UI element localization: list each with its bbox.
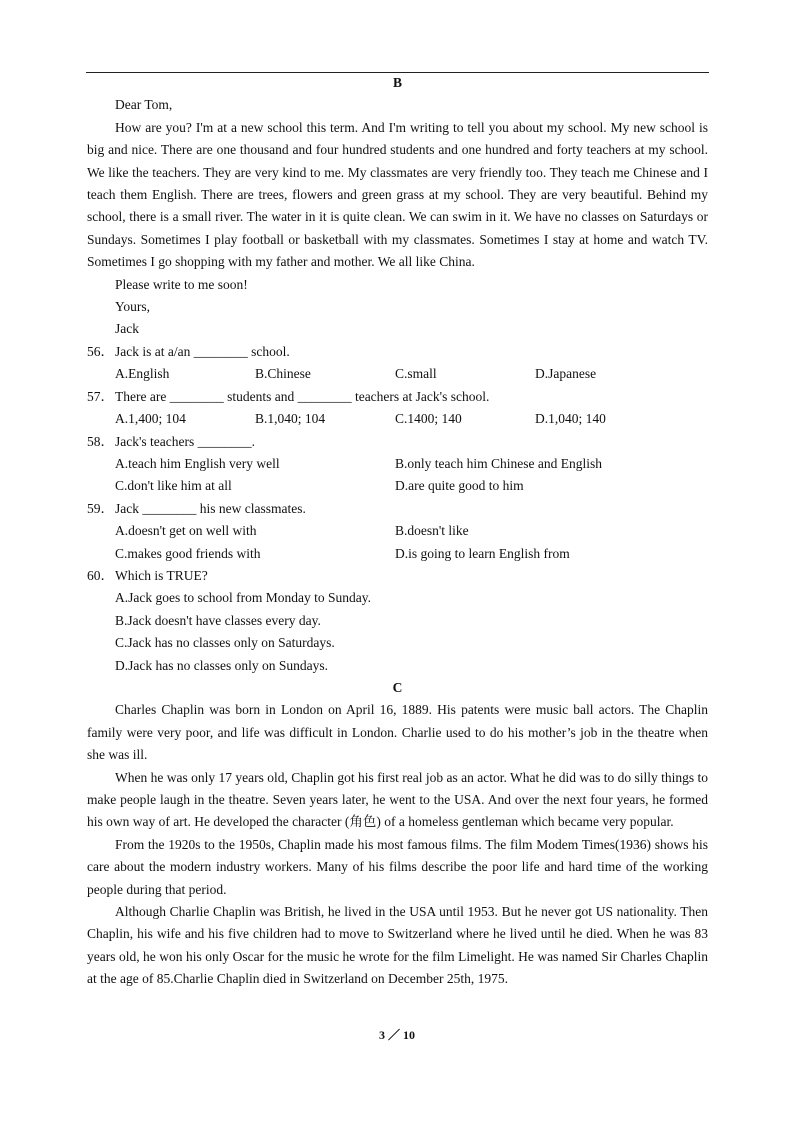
option-b: B.doesn't like [395,523,469,539]
option-a: A.English [115,366,170,382]
option-d: D.are quite good to him [395,478,524,494]
question-56 [87,341,708,386]
question-57 [87,386,708,431]
letter-signature: Jack [115,321,139,337]
option-b: B.1,040; 104 [255,411,326,427]
option-c: C.don't like him at all [115,478,232,494]
option-c: C.makes good friends with [115,545,261,561]
option-a: A.Jack goes to school from Monday to Sunday. [115,590,371,606]
letter-greeting: Dear Tom, [115,97,173,113]
option-d: D.is going to learn English from [395,545,570,561]
question-number: 57． [87,388,114,404]
question-number: 58． [87,433,114,449]
passage-paragraph: Although Charlie Chaplin was British, he lived in the USA until 1953. But he never got US nationality. Then Chaplin, his wife and his five children had to move to Switzerland where he lived until he died. When he was 83 years old, he won his only Oscar for the music he wrote for the film Limelight. He was named Sir Charles Chaplin at the age of 85.Charlie Chaplin died in Switzerland on December 25th, 1975. [87,904,708,987]
option-a: A.1,400; 104 [115,411,186,427]
option-a: A.doesn't get on well with [115,523,257,539]
question-60 [87,565,708,677]
option-b: B.Chinese [255,366,311,382]
passage-paragraph: Charles Chaplin was born in London on April 16, 1889. His patents were music ball actors. The Chaplin family were very poor, and life was difficult in London. Charlie used to do his mother’s job in the theatre when she was ill. [87,702,708,763]
section-c-heading: C [392,679,403,695]
question-stem: Which is TRUE? [115,567,208,583]
letter-sign-off: Yours, [115,299,151,315]
question-stem: Jack is at a/an ________ school. [115,343,290,359]
letter-body: How are you? I'm at a new school this term. And I'm writing to tell you about my school. My new school is big and nice. There are one thousand and four hundred students and one hundred and forty teachers at my school. We like the teachers. They are very kind to me. My classmates are very friendly too. They teach me Chinese and I teach them English. There are trees, flowers and green grass at my school. They are very beautiful. Behind my school, there is a small river. The water in it is quite clean. We can swim in it. We have no classes on Saturdays or Sundays. Sometimes I play football or basketball with my classmates. Sometimes I stay at home and watch TV. Sometimes I go shopping with my father and mother. We all like China. [87,119,708,270]
question-number: 60． [87,567,114,583]
option-d: D.Japanese [535,366,597,382]
content-area [87,72,708,991]
question-stem: Jack's teachers ________. [115,433,256,449]
passage-paragraph: From the 1920s to the 1950s, Chaplin made his most famous films. The film Modem Times(1936) shows his care about the modern industry workers. Many of his films describe the poor life and hard time of the working people during that period. [87,836,708,897]
section-b-heading: B [392,75,402,90]
question-stem: Jack ________ his new classmates. [115,500,306,516]
passage-paragraph: When he was only 17 years old, Chaplin got his first real job as an actor. What he did was to do silly things to make people laugh in the theatre. Seven years later, he went to the USA. And over the next four years, he formed his own way of art. He developed the character (角色) of a homeless gentleman which became very popular. [87,769,708,830]
option-d: D.1,040; 140 [535,411,606,427]
option-d: D.Jack has no classes only on Sundays. [115,657,328,673]
question-59 [87,498,708,565]
option-c: C.small [395,366,437,382]
option-c: C.1400; 140 [395,411,462,427]
question-stem: There are ________ students and ________ teachers at Jack's school. [115,388,490,404]
question-number: 59． [87,500,114,516]
option-b: B.Jack doesn't have classes every day. [115,612,321,628]
option-a: A.teach him English very well [115,455,280,471]
option-c: C.Jack has no classes only on Saturdays. [115,635,335,651]
question-number: 56． [87,343,114,359]
letter-closing-request: Please write to me soon! [115,276,248,292]
option-b: B.only teach him Chinese and English [395,455,602,471]
page-number: 3 ／ 10 [378,1028,415,1042]
question-58 [87,431,708,498]
